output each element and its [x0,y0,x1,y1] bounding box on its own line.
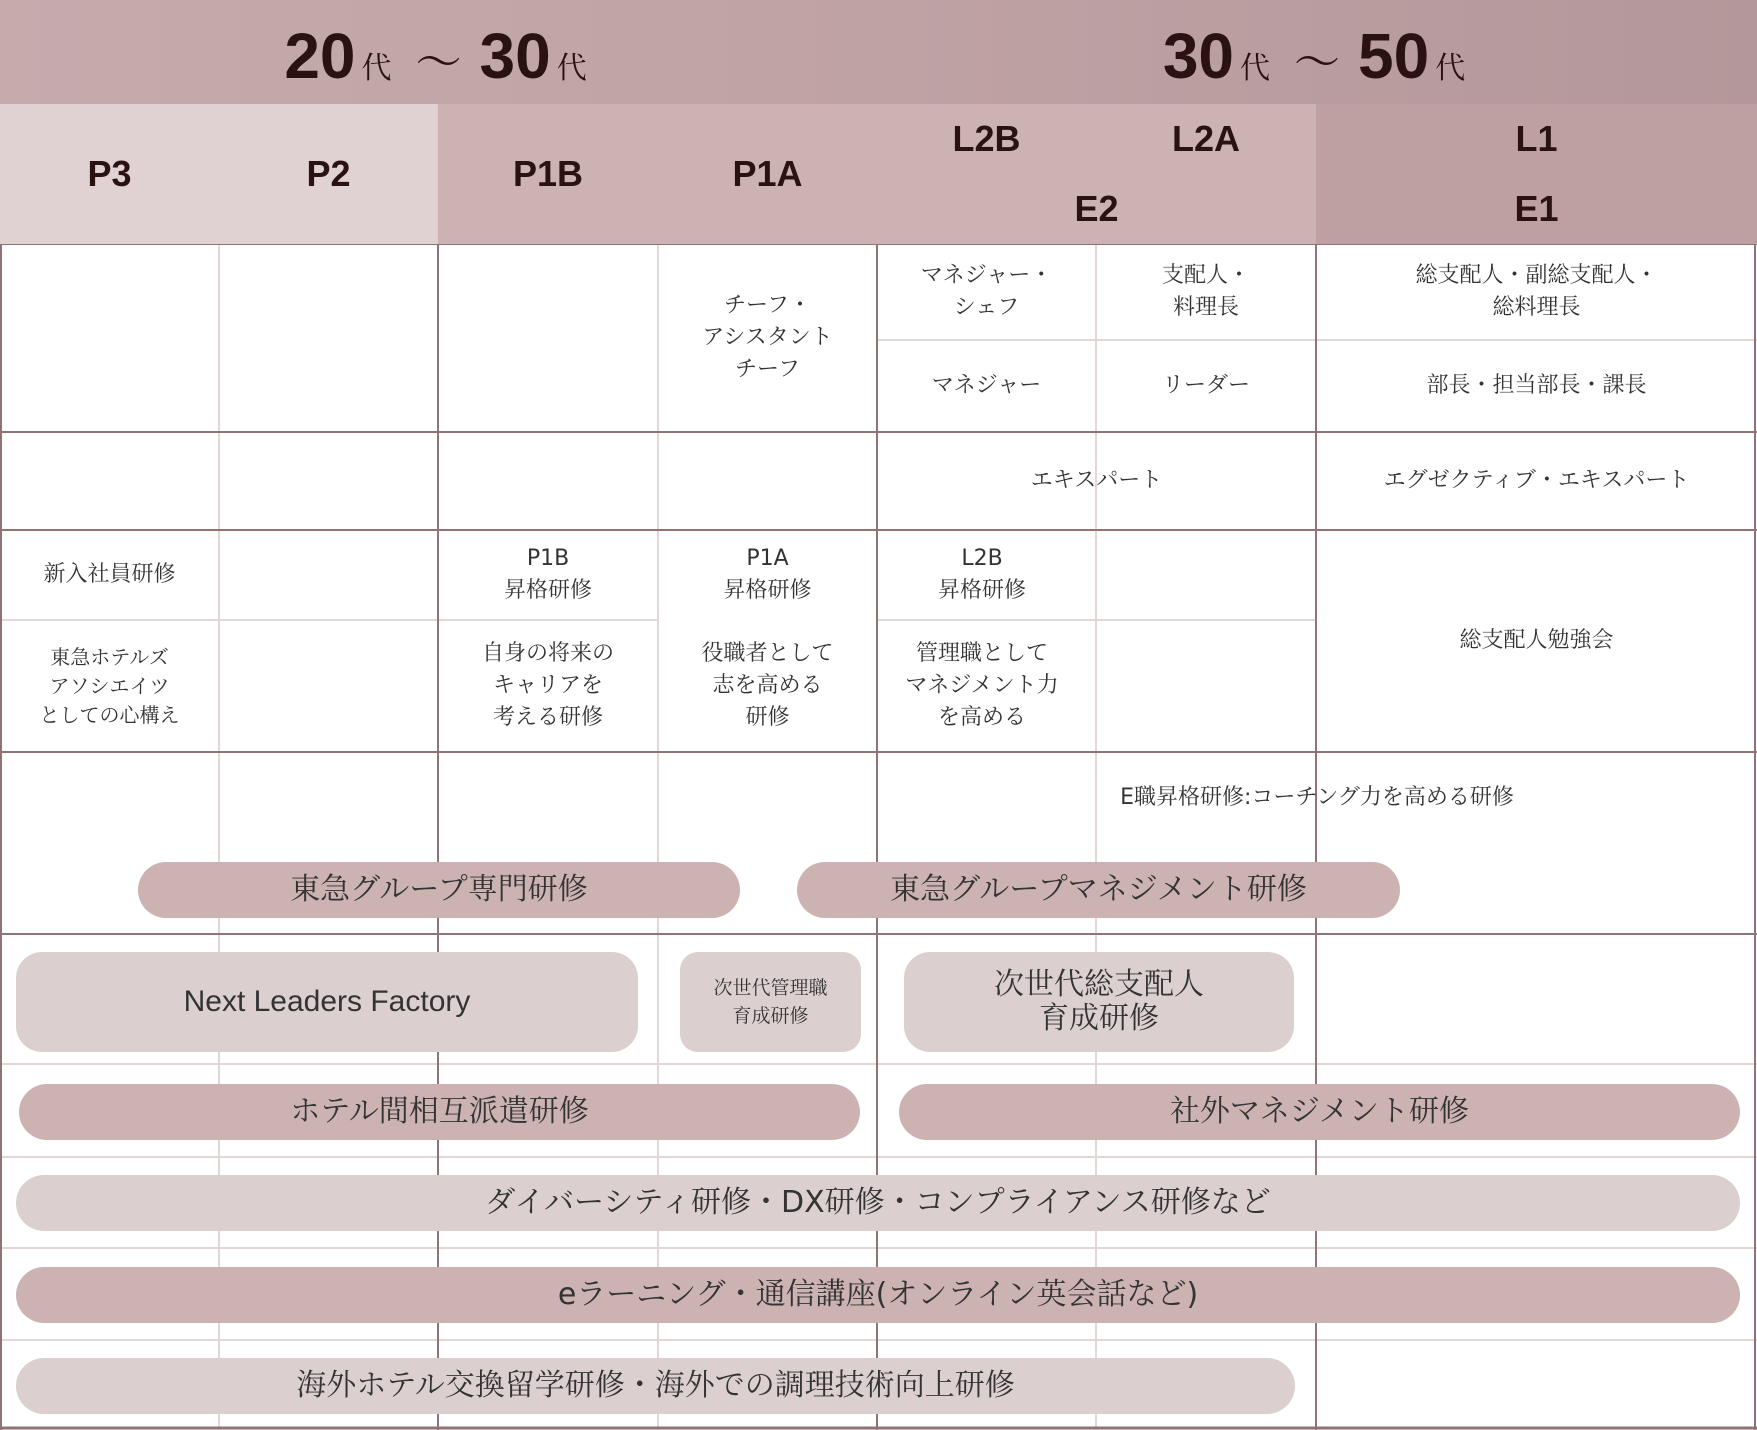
grade-l2a: L2A [1096,104,1316,174]
position-gm-chef: 支配人・ 料理長 [1161,263,1250,320]
program-elearning: eラーニング・通信講座(オンライン英会話など) [16,1267,1740,1323]
position-chief: チーフ・ アシスタント チーフ [702,293,833,382]
grade-p3: P3 [0,104,219,244]
training-mindset: 東急ホテルズ アソシエイツ としての心構え [39,644,180,727]
training-p1b-promotion: P1B 昇格研修 [503,546,592,603]
grade-p1b: P1B [438,104,658,244]
age-unit: 代 [556,52,587,85]
program-hotel-exchange: ホテル間相互派遣研修 [19,1084,860,1140]
program-external-management: 社外マネジメント研修 [899,1084,1740,1140]
program-next-gen-manager: 次世代管理職 育成研修 [680,952,861,1052]
position-exec-expert: エグゼクティブ・エキスパート [1383,468,1690,494]
training-management-power: 管理職として マネジメント力 を高める [905,641,1059,730]
program-group-specialist: 東急グループ専門研修 [138,862,740,918]
age-to: 50 [1358,20,1430,92]
position-director: 部長・担当部長・課長 [1426,373,1647,399]
age-separator: 〜 [415,36,462,88]
program-diversity-dx-compliance: ダイバーシティ研修・DX研修・コンプライアンス研修など [16,1175,1740,1231]
grade-p2: P2 [219,104,438,244]
position-leader: リーダー [1161,373,1250,399]
training-career: 自身の将来の キャリアを 考える研修 [481,641,614,730]
program-group-management: 東急グループマネジメント研修 [797,862,1400,918]
position-manager: マネジャー [931,373,1042,399]
position-general-manager: 総支配人・副総支配人・ 総料理長 [1415,263,1658,320]
age-band-30-50 [877,8,1757,104]
training-new-hire: 新入社員研修 [43,562,176,588]
program-next-gen-gm: 次世代総支配人 育成研修 [904,952,1294,1052]
age-separator: 〜 [1294,36,1340,88]
training-ambition: 役職者として 志を高める 研修 [701,641,834,730]
age-from: 20 [284,20,356,92]
position-manager-chef: マネジャー・ シェフ [920,263,1053,320]
training-l2b-promotion: L2B 昇格研修 [937,546,1026,603]
grade-e2: E2 [877,174,1316,244]
age-from: 30 [1162,20,1234,92]
grade-l2b: L2B [877,104,1096,174]
grade-p1a: P1A [658,104,877,244]
program-overseas: 海外ホテル交換留学研修・海外での調理技術向上研修 [16,1358,1295,1414]
grade-e1: E1 [1316,174,1757,244]
program-next-leaders: Next Leaders Factory [16,952,638,1052]
age-unit: 代 [1435,52,1466,85]
training-e-promotion: E職昇格研修:コーチング力を高める研修 [1120,785,1514,811]
position-expert: エキスパート [1030,468,1163,494]
age-unit: 代 [1240,52,1270,85]
training-gm-study: 総支配人勉強会 [1459,628,1614,654]
age-band-20-30 [0,8,877,104]
grade-l1: L1 [1316,104,1757,174]
age-unit: 代 [361,52,392,85]
training-p1a-promotion: P1A 昇格研修 [723,546,812,603]
age-to: 30 [479,20,551,92]
